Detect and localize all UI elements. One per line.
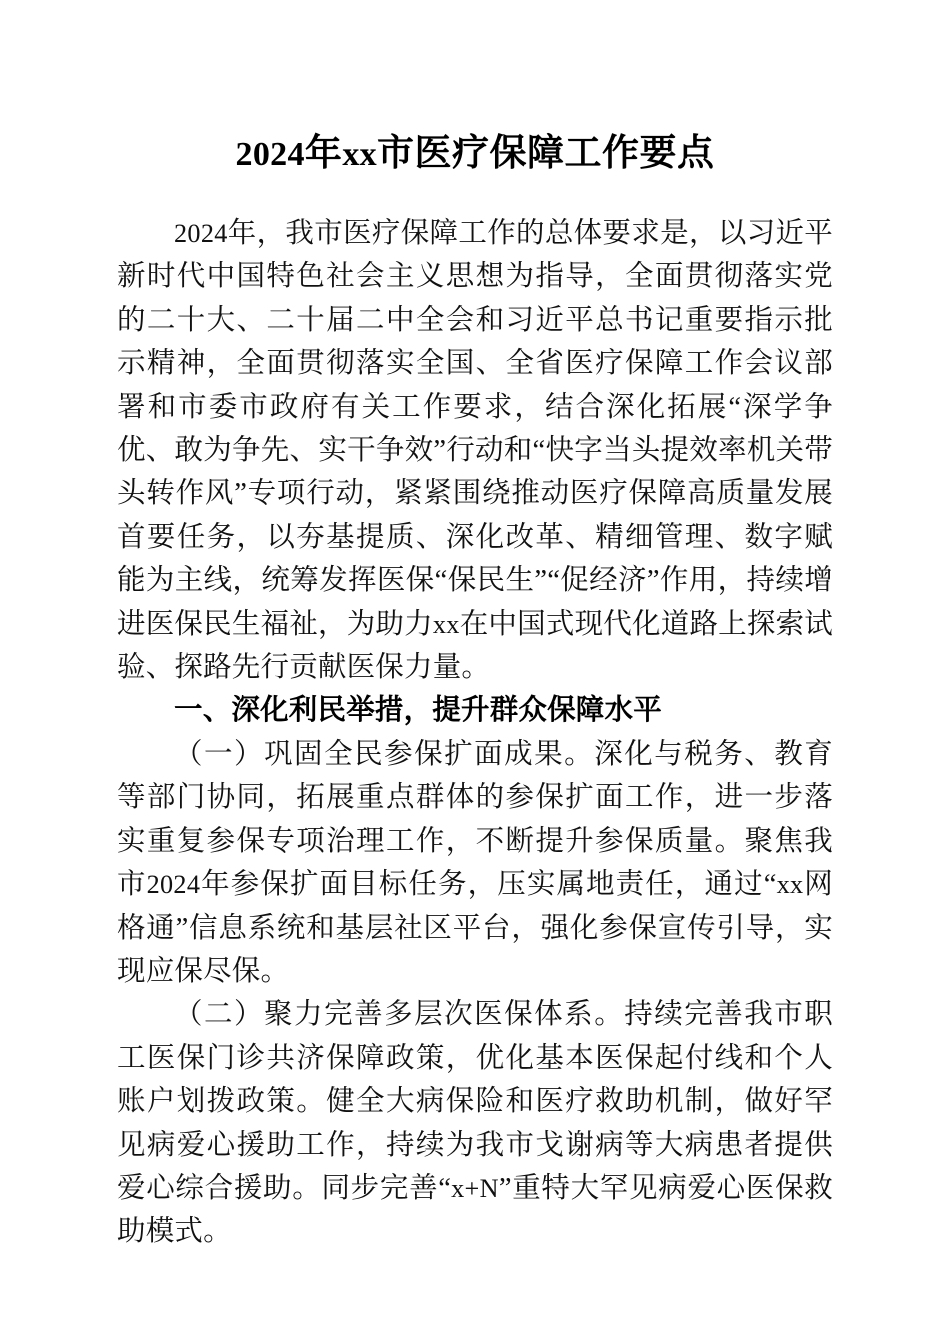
- page-title: 2024年xx市医疗保障工作要点: [235, 133, 715, 174]
- section-heading-1: 一、深化利民举措，提升群众保障水平: [174, 694, 662, 727]
- document-body: [117, 181, 833, 1254]
- overview-paragraph: 2024年，我市医疗保障工作的总体要求是，以习近平新时代中国特色社会主义思想为指导，全面贯彻落实党的二十大、二十届二中全会和习近平总书记重要指示批示精神，全面贯彻落实全国、全省医疗保障工作会议部署和市委市政府有关工作要求，结合深化拓展“深学争优、敢为争先、实干争效”行动和“快字当头提效率机关带头转作风”专项行动，紧紧围绕推动医疗保障高质量发展首要任务，以夯基提质、深化改革、精细管理、数字赋能为主线，统筹发挥医保“保民生”“促经济”作用，持续增进医保民生福祉，为助力xx在中国式现代化道路上探索试验、探路先行贡献医保力量。: [117, 218, 833, 684]
- item-2-paragraph: （二）聚力完善多层次医保体系。持续完善我市职工医保门诊共济保障政策，优化基本医保起付线和个人账户划拨政策。健全大病保险和医疗救助机制，做好罕见病爱心援助工作，持续为我市戈谢病等大病患者提供爱心综合援助。同步完善“x+N”重特大罕见病爱心医保救助模式。: [117, 999, 833, 1248]
- document-content: [117, 0, 833, 1254]
- item-1-paragraph: （一）巩固全民参保扩面成果。深化与税务、教育等部门协同，拓展重点群体的参保扩面工作，进一步落实重复参保专项治理工作，不断提升参保质量。聚焦我市2024年参保扩面目标任务，压实属地责任，通过“xx网格通”信息系统和基层社区平台，强化参保宣传引导，实现应保尽保。: [117, 738, 833, 987]
